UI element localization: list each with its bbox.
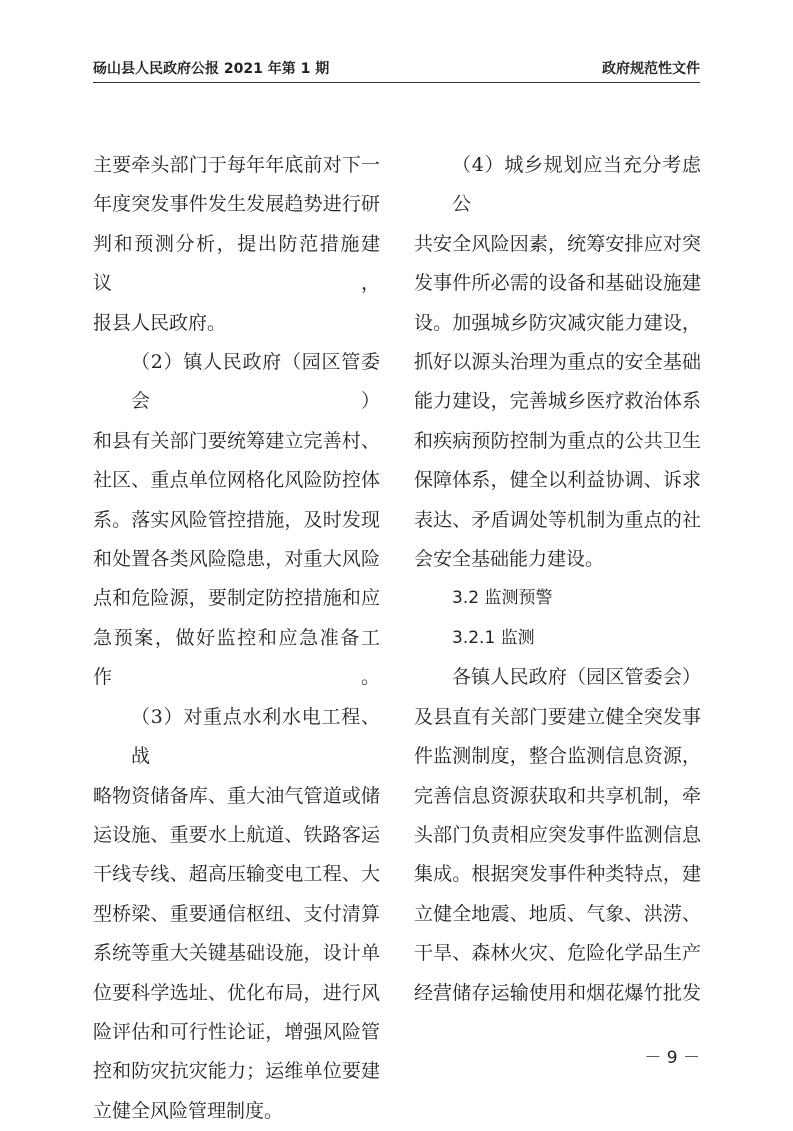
header-publication: 砀山县人民政府公报 2021 年第 1 期 bbox=[93, 61, 330, 77]
text-line: 干旱、森林火灾、危险化学品生产 bbox=[414, 942, 701, 965]
page-number: － 9 － bbox=[644, 1048, 700, 1068]
text-line: 件监测制度，整合监测信息资源， bbox=[414, 745, 701, 768]
text-line: 型桥梁、重要通信枢纽、支付清算 bbox=[93, 902, 380, 925]
text-line: 和县有关部门要统筹建立完善村、 bbox=[93, 429, 380, 452]
header-divider bbox=[93, 82, 700, 83]
text-line: 年度突发事件发生发展趋势进行研 bbox=[93, 193, 380, 216]
text-line: 控和防灾抗灾能力；运维单位要建 bbox=[93, 1060, 380, 1083]
header-section: 政府规范性文件 bbox=[602, 61, 700, 77]
subsection-heading: 3.2.1 监测 bbox=[452, 627, 535, 648]
section-heading: 3.2 监测预警 bbox=[452, 588, 553, 609]
text-line: 设。加强城乡防灾减灾能力建设， bbox=[414, 311, 701, 334]
text-line: 报县人民政府。 bbox=[93, 311, 227, 334]
text-line: 能力建设，完善城乡医疗救治体系 bbox=[414, 390, 701, 413]
text-line: 完善信息资源获取和共享机制，牵 bbox=[414, 784, 701, 807]
text-line: 表达、矛盾调处等机制为重点的社 bbox=[414, 508, 701, 531]
text-line: 集成。根据突发事件种类特点，建 bbox=[414, 863, 701, 886]
text-line: 判和预测分析，提出防范措施建议， bbox=[93, 232, 380, 295]
text-line: 干线专线、超高压输变电工程、大 bbox=[93, 863, 380, 886]
text-line: 抓好以源头治理为重点的安全基础 bbox=[414, 351, 701, 374]
text-line: 系。落实风险管控措施，及时发现 bbox=[93, 508, 380, 531]
text-line: 和处置各类风险隐患，对重大风险 bbox=[93, 548, 380, 571]
text-line: （4）城乡规划应当充分考虑公 bbox=[452, 154, 701, 216]
text-line: 立健全风险管理制度。 bbox=[93, 1099, 284, 1122]
page-header bbox=[93, 58, 700, 80]
left-column bbox=[93, 146, 380, 1131]
text-line: 及县直有关部门要建立健全突发事 bbox=[414, 705, 701, 728]
text-line: 会安全基础能力建设。 bbox=[414, 548, 605, 571]
text-line: （2）镇人民政府（园区管委会） bbox=[131, 351, 380, 413]
text-line: 社区、重点单位网格化风险防控体 bbox=[93, 469, 380, 492]
text-line: 共安全风险因素，统筹安排应对突 bbox=[414, 232, 701, 255]
text-line: 保障体系，健全以利益协调、诉求 bbox=[414, 469, 701, 492]
text-line: 位要科学选址、优化布局，进行风 bbox=[93, 981, 380, 1004]
text-line: 各镇人民政府（园区管委会） bbox=[452, 666, 701, 689]
right-column bbox=[414, 146, 701, 1013]
text-line: 经营储存运输使用和烟花爆竹批发 bbox=[414, 981, 701, 1004]
text-line: 发事件所必需的设备和基础设施建 bbox=[414, 272, 701, 295]
text-line: 运设施、重要水上航道、铁路客运 bbox=[93, 823, 380, 846]
text-line: 急预案，做好监控和应急准备工作。 bbox=[93, 626, 380, 689]
text-line: 系统等重大关键基础设施，设计单 bbox=[93, 942, 380, 965]
text-line: 和疾病预防控制为重点的公共卫生 bbox=[414, 429, 701, 452]
text-line: 立健全地震、地质、气象、洪涝、 bbox=[414, 902, 701, 925]
text-line: 略物资储备库、重大油气管道或储 bbox=[93, 784, 380, 807]
text-line: 主要牵头部门于每年年底前对下一 bbox=[93, 154, 380, 176]
text-line: 点和危险源，要制定防控措施和应 bbox=[93, 587, 380, 610]
text-line: （3）对重点水利水电工程、战 bbox=[131, 705, 380, 768]
text-line: 头部门负责相应突发事件监测信息 bbox=[414, 823, 701, 846]
text-line: 险评估和可行性论证，增强风险管 bbox=[93, 1020, 380, 1043]
